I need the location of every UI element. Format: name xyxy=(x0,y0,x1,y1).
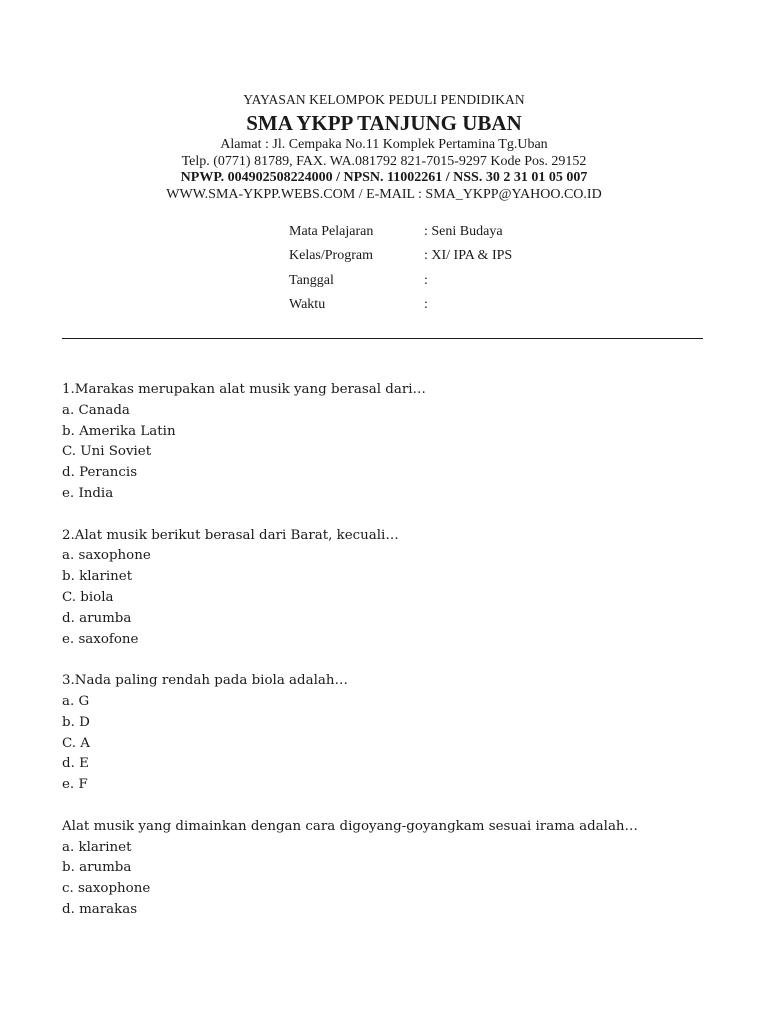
question-text: 1.Marakas merupakan alat musik yang berasal dari… xyxy=(62,382,426,397)
answer-option: a. klarinet xyxy=(62,839,132,855)
answer-option: e. F xyxy=(62,777,88,793)
info-value: : XI/ IPA & IPS xyxy=(424,248,513,264)
school-address: Alamat : Jl. Cempaka No.11 Komplek Pertamina Tg.Uban xyxy=(220,137,548,152)
answer-option: b. klarinet xyxy=(62,569,133,585)
info-value: : xyxy=(424,296,428,312)
question-2 xyxy=(62,526,722,651)
question-1 xyxy=(62,380,722,505)
answer-option: d. marakas xyxy=(62,901,138,917)
answer-option: b. Amerika Latin xyxy=(62,423,176,439)
info-row-class xyxy=(289,246,512,270)
info-row-time xyxy=(289,295,512,319)
answer-option: a. Canada xyxy=(62,402,130,418)
question-text: 2.Alat musik berikut berasal dari Barat, kecuali… xyxy=(62,527,399,543)
answer-option: a. G xyxy=(62,693,90,709)
question-3 xyxy=(62,671,722,796)
letterhead xyxy=(0,92,768,203)
info-value: : xyxy=(424,272,428,288)
question-text: 3.Nada paling rendah pada biola adalah… xyxy=(62,673,348,689)
school-registration: NPWP. 004902508224000 / NPSN. 11002261 / NSS. 30 2 31 01 05 007 xyxy=(180,170,588,185)
info-label: Kelas/Program xyxy=(289,248,373,264)
exam-info xyxy=(289,222,512,319)
info-row-subject xyxy=(289,222,512,246)
question-list xyxy=(62,380,722,942)
answer-option: a. saxophone xyxy=(62,548,151,564)
info-label: Tanggal xyxy=(289,272,334,288)
answer-option: b. arumba xyxy=(62,860,132,876)
school-name: SMA YKPP TANJUNG UBAN xyxy=(246,111,522,135)
info-label: Mata Pelajaran xyxy=(289,224,374,239)
answer-option: d. arumba xyxy=(62,610,132,626)
answer-option: C. A xyxy=(62,735,90,751)
answer-option: b. D xyxy=(62,714,90,730)
answer-option: C. biola xyxy=(62,589,114,605)
info-value: : Seni Budaya xyxy=(424,224,503,239)
answer-option: e. India xyxy=(62,485,114,501)
school-web-email: WWW.SMA-YKPP.WEBS.COM / E-MAIL : SMA_YKPP@YAHOO.CO.ID xyxy=(166,186,602,202)
info-row-date xyxy=(289,271,512,295)
header-divider xyxy=(62,338,703,339)
answer-option: d. E xyxy=(62,756,89,772)
answer-option: c. saxophone xyxy=(62,881,151,897)
school-phone: Telp. (0771) 81789, FAX. WA.081792 821-7015-9297 Kode Pos. 29152 xyxy=(181,153,587,169)
question-text: Alat musik yang dimainkan dengan cara digoyang-goyangkam sesuai irama adalah… xyxy=(62,818,638,834)
answer-option: e. saxofone xyxy=(62,631,139,647)
foundation-name: YAYASAN KELOMPOK PEDULI PENDIDIKAN xyxy=(243,92,525,107)
answer-option: d. Perancis xyxy=(62,465,138,481)
info-label: Waktu xyxy=(289,296,326,312)
question-4 xyxy=(62,817,722,921)
answer-option: C. Uni Soviet xyxy=(62,444,152,460)
